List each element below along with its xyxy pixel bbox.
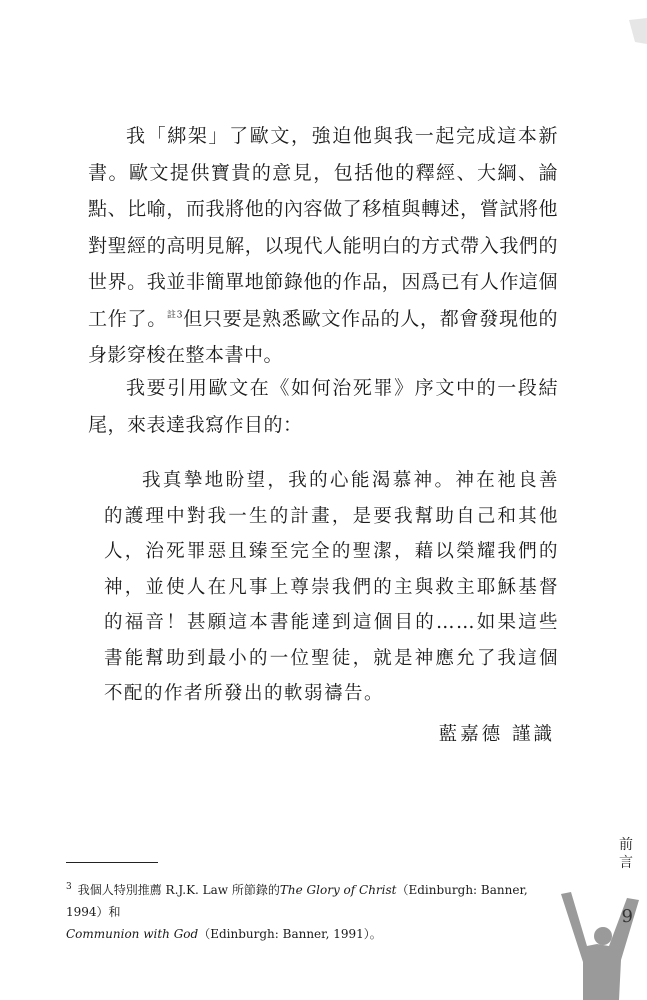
footnote-reference[interactable]: 註3 (166, 310, 183, 321)
footnote-marker: 3 (66, 882, 72, 892)
footnote-text-1: 我個人特別推薦 R.J.K. Law 所節錄的 (77, 883, 280, 897)
footnote-text-3: （Edinburgh: Banner, 1991）。 (198, 927, 382, 941)
paragraph-1-text: 我「綁架」了歐文，強迫他與我一起完成這本新書。歐文提供寶貴的意見，包括他的釋經、大綱、論點、比喻，而我將他的內容做了移植與轉述，嘗試將他對聖經的高明見解，以現代人能明白的方式帶入我們的世界。我並非簡單地節錄他的作品，因爲已有人作這個工作了。 (88, 125, 558, 330)
signature: 藍嘉德 謹識 (438, 724, 555, 745)
block-quote: 我真摯地盼望，我的心能渴慕神。神在祂良善的護理中對我一生的計畫，是要我幫助自己和其他人，治死罪惡且臻至完全的聖潔，藉以榮耀我們的神，並使人在凡事上尊崇我們的主與救主耶穌基督的福音！甚願這本書能達到這個目的……如果這些書能幫助到最小的一位聖徒，就是神應允了我這個不配的作者所發出的軟弱禱告。 (104, 470, 559, 704)
footnote (66, 876, 566, 945)
body-paragraph-2: 我要引用歐文在《如何治死罪》序文中的一段結尾，來表達我寫作目的： (88, 377, 558, 436)
footnote-divider (66, 862, 158, 863)
section-label: 前言 (619, 837, 633, 871)
footnote-book-title-2: Communion with God (66, 927, 199, 941)
body-paragraph-1 (88, 118, 558, 374)
footnote-text-2: （Edinburgh: Banner, 1994）和 (66, 883, 528, 919)
paragraph-1-continuation: 但只要是熟悉歐文作品的人，都會發現他的身影穿梭在整本書中。 (88, 307, 558, 366)
corner-decoration-icon (607, 14, 647, 54)
raised-arms-silhouette-icon (557, 890, 647, 1000)
footnote-book-title-1: The Glory of Christ (279, 883, 397, 897)
page-number: 9 (621, 906, 633, 927)
